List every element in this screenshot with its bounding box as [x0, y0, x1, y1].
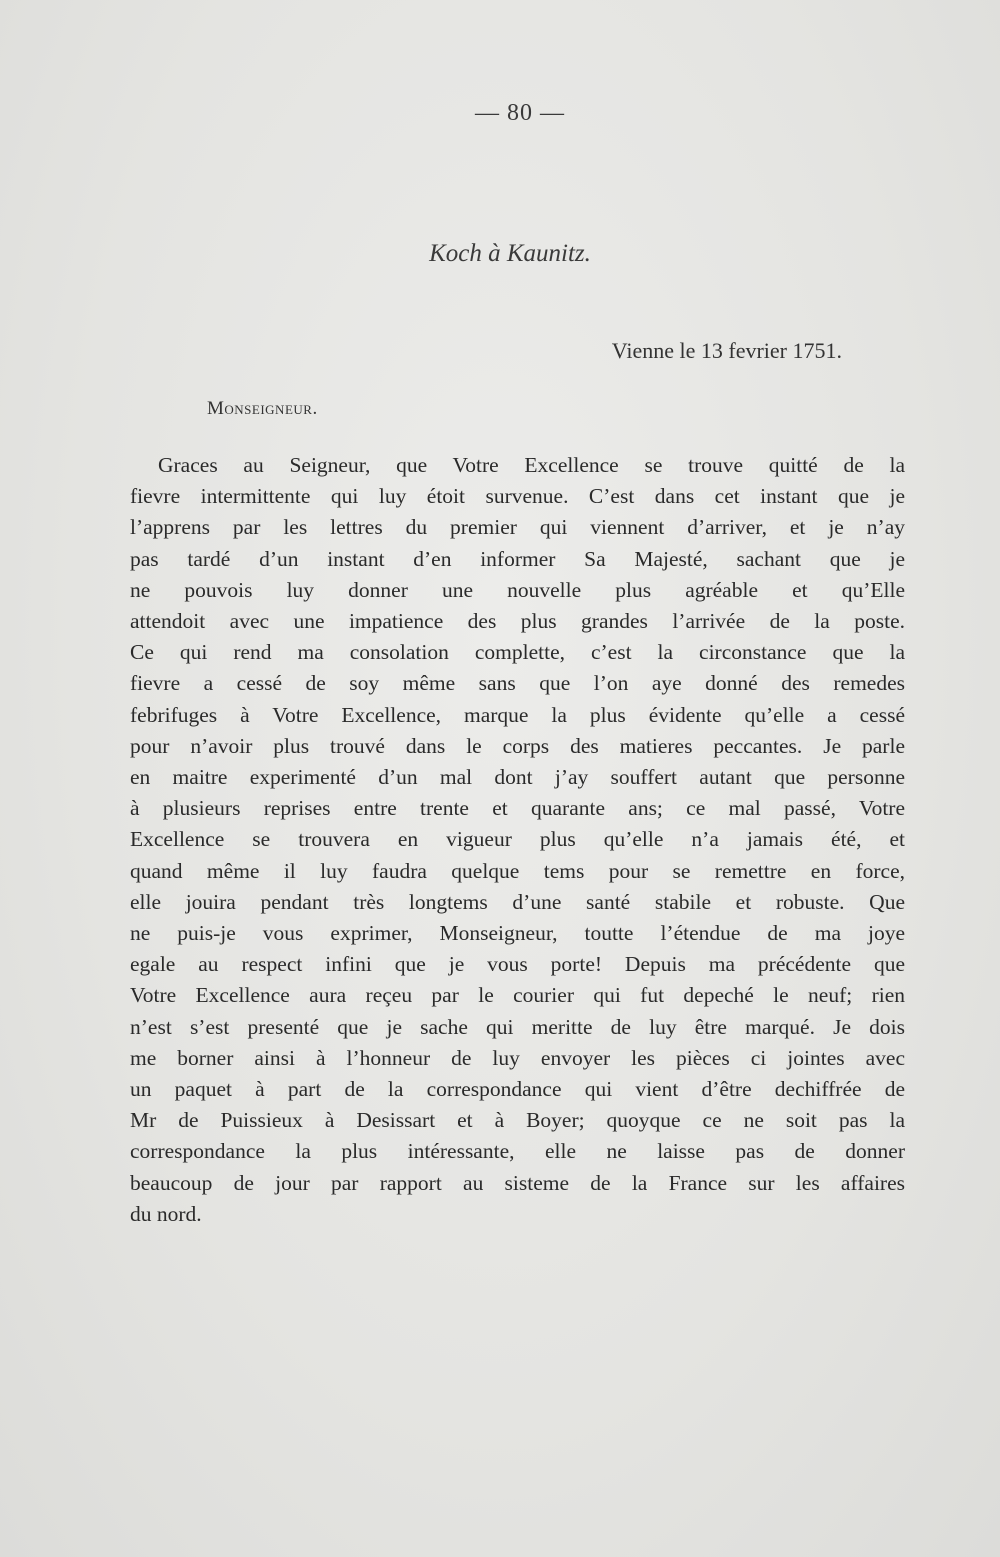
letter-body — [130, 450, 905, 1230]
body-line: à plusieurs reprises entre trente et quarante ans; ce mal passé, Votre — [130, 796, 905, 821]
body-line: fievre a cessé de soy même sans que l’on aye donné des remedes — [130, 671, 905, 696]
page-number: — 80 — — [475, 100, 565, 126]
body-line: n’est s’est presenté que je sache qui meritte de luy être marqué. Je dois — [130, 1014, 905, 1039]
letter-title: Koch à Kaunitz. — [429, 240, 591, 267]
letter-dateline: Vienne le 13 fevrier 1751. — [611, 338, 842, 363]
body-line: l’apprens par les lettres du premier qui viennent d’arriver, et je n’ay — [130, 515, 905, 540]
body-line: ne puis-je vous exprimer, Monseigneur, toutte l’étendue de ma joye — [130, 921, 905, 946]
body-line: me borner ainsi à l’honneur de luy envoyer les pièces ci jointes avec — [130, 1045, 905, 1070]
letter-salutation: Monseigneur. — [207, 398, 318, 419]
body-line: fievre intermittente qui luy étoit survenue. C’est dans cet instant que je — [130, 484, 905, 509]
body-line: Ce qui rend ma consolation complette, c’est la circonstance que la — [130, 640, 905, 665]
body-line: ne pouvois luy donner une nouvelle plus agréable et qu’Elle — [130, 577, 905, 602]
body-line: pas tardé d’un instant d’en informer Sa Majesté, sachant que je — [130, 546, 905, 571]
body-line: Excellence se trouvera en vigueur plus qu’elle n’a jamais été, et — [130, 827, 905, 852]
body-line: beaucoup de jour par rapport au sisteme de la France sur les affaires — [130, 1170, 905, 1195]
body-line: pour n’avoir plus trouvé dans le corps des matieres peccantes. Je parle — [130, 733, 905, 758]
body-line: Mr de Puissieux à Desissart et à Boyer; quoyque ce ne soit pas la — [130, 1108, 905, 1133]
body-line: quand même il luy faudra quelque tems pour se remettre en force, — [130, 858, 905, 883]
body-line: Graces au Seigneur, que Votre Excellence se trouve quitté de la — [158, 453, 905, 477]
body-line: en maitre experimenté d’un mal dont j’ay souffert autant que personne — [130, 765, 905, 790]
body-line: correspondance la plus intéressante, elle ne laisse pas de donner — [130, 1139, 905, 1164]
body-line: egale au respect infini que je vous porte! Depuis ma précédente que — [130, 952, 905, 977]
body-line: du nord. — [130, 1201, 202, 1226]
body-line: febrifuges à Votre Excellence, marque la plus évidente qu’elle a cessé — [130, 702, 905, 727]
body-line: un paquet à part de la correspondance qui vient d’être dechiffrée de — [130, 1077, 905, 1102]
body-line: Votre Excellence aura reçeu par le courier qui fut depeché le neuf; rien — [130, 983, 905, 1008]
body-line: elle jouira pendant très longtems d’une santé stabile et robuste. Que — [130, 889, 905, 914]
body-line: attendoit avec une impatience des plus grandes l’arrivée de la poste. — [130, 609, 905, 634]
